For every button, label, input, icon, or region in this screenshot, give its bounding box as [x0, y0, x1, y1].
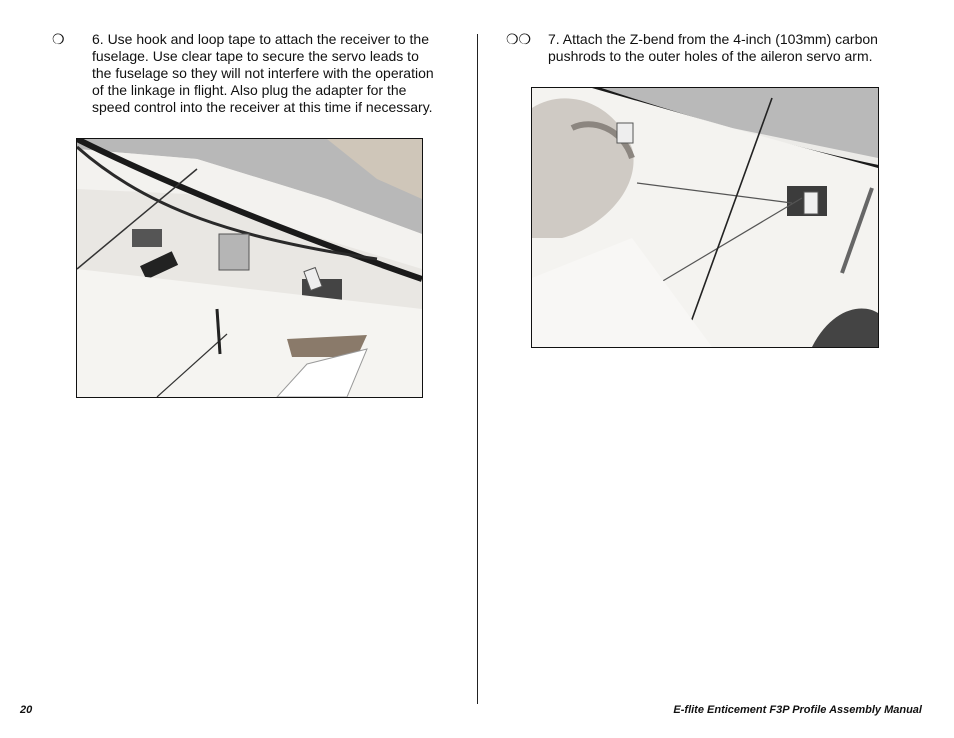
step-6-text: 6. Use hook and loop tape to attach the receiver to the fuselage. Use clear tape to secure the servo leads to the fuselage so they will not interfere with the operation of the linkage in flight. Also plug the adapter for the speed control into the receiver at this time if necessary. [92, 31, 434, 115]
column-divider [477, 34, 478, 704]
pushrod-photo-illustration [532, 88, 878, 347]
checkbox-icon: ❍ [52, 31, 65, 47]
photo-receiver-installation [76, 138, 423, 398]
manual-title: E-flite Enticement F3P Profile Assembly Manual [673, 704, 922, 716]
checkbox-icon: ❍❍ [506, 31, 532, 47]
step-7-text: 7. Attach the Z-bend from the 4-inch (103mm) carbon pushrods to the outer holes of the aileron servo arm. [548, 31, 878, 64]
page-number: 20 [20, 704, 33, 716]
receiver-photo-illustration [77, 139, 422, 397]
photo-aileron-pushrod [531, 87, 879, 348]
